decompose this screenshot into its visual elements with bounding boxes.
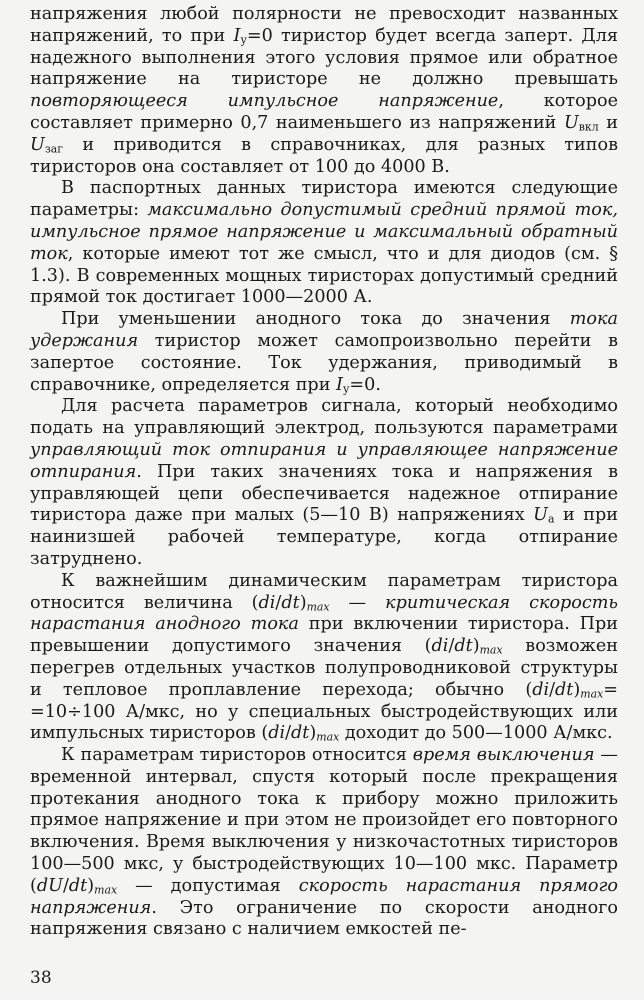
italic-text: di: [258, 592, 276, 613]
italic-text: время выключения: [412, 745, 595, 766]
text-run: . Это ограничение по скорости анодного напряжения связано с наличием емкостей пе-: [30, 897, 618, 940]
subscript: max: [94, 883, 118, 897]
text-run: и при наинизшей рабочей температуре, когда отпирание затруднено.: [30, 505, 618, 569]
italic-text: критическая скорость нарастания анодного тока: [30, 592, 619, 635]
subscript: у: [342, 382, 350, 396]
text-run: В паспортных данных тиристора имеются следующие параметры:: [30, 178, 618, 221]
paragraph: [30, 309, 618, 396]
subscript: заг: [44, 142, 63, 156]
text-run: /: [285, 723, 292, 744]
italic-text: dt: [555, 679, 574, 700]
text-run: ): [309, 723, 317, 744]
italic-text: скорость нарастания прямого напряжения: [30, 875, 618, 918]
text-run: /: [62, 875, 69, 896]
text-run: и: [598, 112, 618, 133]
text-run: , которое составляет примерно 0,7 наименьшего из напряжений: [30, 91, 618, 133]
subscript: вкл: [578, 120, 599, 134]
page-number: 38: [30, 968, 52, 988]
text-run: ): [299, 592, 307, 613]
text-run: — допустимая: [117, 875, 299, 896]
text-run: К параметрам тиристоров относится: [61, 745, 413, 766]
text-run: Для расчета параметров сигнала, который необходимо подать на управляющий электрод, пользуются параметрами: [30, 396, 618, 439]
paragraph: [30, 396, 618, 570]
text-run: —: [329, 592, 386, 613]
italic-text: di: [268, 723, 286, 744]
text-run: ): [87, 875, 95, 896]
italic-text: I: [233, 25, 241, 46]
italic-text: dU: [36, 875, 63, 896]
text-run: . При таких значениях тока и напряжения в управляющей цепи обеспечивается надежное отпирание тиристора даже при малых (5—10 В) напряжениях: [30, 461, 618, 526]
subscript: max: [580, 687, 604, 701]
italic-text: di: [532, 679, 550, 700]
text-run: При уменьшении анодного тока до значения: [61, 309, 570, 330]
text-run: /: [275, 592, 282, 613]
subscript: у: [240, 33, 247, 47]
text-run: ): [472, 636, 480, 657]
italic-text: повторяющееся импульсное напряжение: [30, 91, 499, 112]
text-run: /: [549, 679, 556, 700]
italic-text: тока удержания: [30, 309, 618, 351]
italic-text: U: [563, 112, 579, 133]
body-text: [30, 4, 618, 941]
text-run: = =10÷100 А/мкс, но у специальных быстродействующих или импульсных тиристоров (: [30, 679, 618, 744]
italic-text: dt: [68, 875, 88, 896]
text-run: =0.: [349, 374, 381, 395]
text-run: доходит до 500—1000 А/мкс.: [339, 723, 613, 744]
text-run: и приводится в справочниках, для разных типов тиристоров она составляет от 100 до 4000 В.: [30, 134, 618, 177]
italic-text: I: [336, 374, 343, 395]
text-run: при включении тиристора. При превышении допустимого значения (: [30, 614, 618, 657]
italic-text: максимально допустимый средний прямой ток, импульсное прямое напряжение и максимальный обратный ток: [30, 200, 618, 264]
subscript: max: [479, 643, 503, 657]
italic-text: dt: [281, 592, 300, 613]
italic-text: dt: [454, 636, 473, 657]
paragraph: [30, 571, 618, 745]
text-run: возможен перегрев отдельных участков полупроводниковой структуры и тепловое проплавление перехода; обычно (: [30, 636, 618, 700]
paragraph: [30, 178, 618, 309]
subscript: max: [306, 600, 330, 614]
text-run: тиристор может самопроизвольно перейти в запертое состояние. Ток удержания, приводимый в справочнике, определяется при: [30, 330, 618, 395]
text-run: /: [448, 636, 455, 657]
italic-text: di: [431, 636, 449, 657]
italic-text: U: [30, 134, 45, 155]
italic-text: управляющий ток отпирания и управляющее напряжение отпирания: [30, 439, 618, 482]
text-run: К важнейшим динамическим параметрам тиристора относится величина (: [30, 570, 618, 613]
italic-text: dt: [291, 723, 310, 744]
text-run: напряжения любой полярности не превосходит названных напряжений, то при: [30, 4, 618, 46]
paragraph: [30, 745, 618, 941]
italic-text: U: [533, 505, 548, 526]
text-run: — временной интервал, спустя который после прекращения протекания анодного тока к прибору можно приложить прямое напряжение и при этом не произойдет его повторного включения. Время выключения у низкочастотных тиристоров 100—500 мкс, у быстродействующих 10—100 мкс. Параметр (: [30, 745, 618, 896]
subscript: max: [316, 731, 340, 745]
paragraph: [30, 4, 618, 178]
text-run: , которые имеют тот же смысл, что и для диодов (см. § 1.3). В современных мощных тиристорах допустимый средний прямой ток достигает 1000—2000 А.: [30, 243, 618, 308]
text-run: ): [573, 679, 581, 700]
subscript: а: [547, 513, 555, 527]
text-run: =0 тиристор будет всегда заперт. Для надежного выполнения этого условия прямое или обратное напряжение на тиристоре не должно превышать: [30, 25, 618, 90]
